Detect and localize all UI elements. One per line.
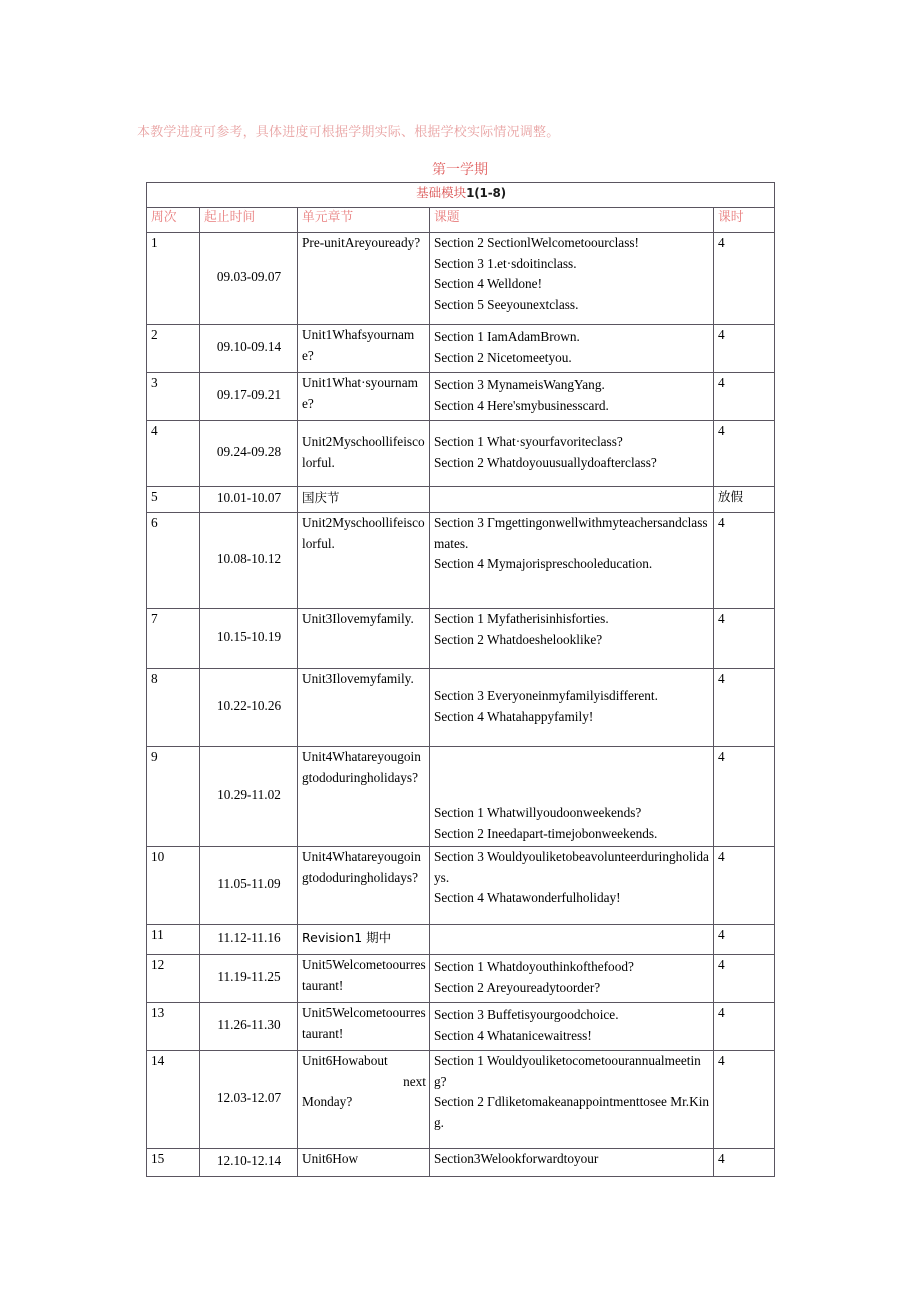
cell-hours: 4 <box>714 747 775 847</box>
header-unit: 单元章节 <box>298 208 430 233</box>
table-row <box>147 1003 775 1051</box>
cell-topic <box>430 325 714 373</box>
cell-unit: Unit2Myschoollifeiscolorful. <box>298 513 430 609</box>
unit-line: Unit6Howabout <box>302 1053 388 1068</box>
column-header-row <box>147 208 775 233</box>
cell-topic <box>430 955 714 1003</box>
topic-line: Section 3 MynameisWangYang. <box>434 377 605 392</box>
cell-hours: 4 <box>714 373 775 421</box>
topic-line: Section 3 Wouldyouliketobeavolunteerduringholidays. <box>434 849 709 885</box>
cell-unit: Revision1 期中 <box>298 925 430 955</box>
topic-line: Section 5 Seeyounextclass. <box>434 296 579 312</box>
cell-unit: Unit4Whatareyougoingtododuringholidays? <box>298 747 430 847</box>
cell-date: 11.26-11.30 <box>200 1003 298 1051</box>
table-row <box>147 747 775 847</box>
table-row <box>147 1051 775 1149</box>
cell-hours: 4 <box>714 233 775 325</box>
cell-week: 12 <box>147 955 200 1003</box>
cell-topic <box>430 1149 714 1177</box>
intro-note: 本教学进度可参考，具体进度可根据学期实际、根据学校实际情况调整。 <box>137 125 560 140</box>
cell-date: 11.12-11.16 <box>200 925 298 955</box>
cell-unit: Unit1What·syourname? <box>298 373 430 421</box>
topic-line: Section 4 Whatawonderfulholiday! <box>434 890 621 905</box>
table-row <box>147 373 775 421</box>
cell-unit: Unit4Whatareyougoingtododuringholidays? <box>298 847 430 925</box>
cell-topic <box>430 609 714 669</box>
topic-line: Section 2 Nicetomeetyou. <box>434 349 572 365</box>
module-banner-number: 1(1-8) <box>466 186 506 200</box>
cell-week: 13 <box>147 1003 200 1051</box>
cell-date: 12.03-12.07 <box>200 1051 298 1149</box>
cell-hours: 4 <box>714 325 775 373</box>
header-hours: 课时 <box>714 208 775 233</box>
topic-line: Section 2 Areyoureadytoorder? <box>434 979 601 995</box>
cell-hours: 放假 <box>714 487 775 513</box>
cell-hours: 4 <box>714 955 775 1003</box>
cell-week: 6 <box>147 513 200 609</box>
cell-hours: 4 <box>714 1003 775 1051</box>
cell-date: 12.10-12.14 <box>200 1149 298 1177</box>
table-row <box>147 609 775 669</box>
cell-topic <box>430 847 714 925</box>
cell-week: 4 <box>147 421 200 487</box>
table-row <box>147 955 775 1003</box>
table-row <box>147 487 775 513</box>
cell-week: 8 <box>147 669 200 747</box>
teaching-schedule-table <box>146 182 775 1177</box>
table-row <box>147 421 775 487</box>
table-row <box>147 1149 775 1177</box>
cell-unit: Unit6How <box>298 1149 430 1177</box>
cell-topic <box>430 747 714 847</box>
topic-line: Section 2 SectionlWelcometoourclass! <box>434 235 639 250</box>
topic-line: Section 1 What·syourfavoriteclass? <box>434 434 623 449</box>
cell-topic <box>430 669 714 747</box>
topic-line: Section 1 Myfatherisinhisforties. <box>434 611 609 626</box>
topic-line: Section 2 Whatdoyouusuallydoafterclass? <box>434 454 657 470</box>
cell-topic <box>430 1051 714 1149</box>
module-banner-label: 基础模块 <box>416 185 467 200</box>
cell-date: 09.24-09.28 <box>200 421 298 487</box>
cell-week: 3 <box>147 373 200 421</box>
cell-unit: Unit3Ilovemyfamily. <box>298 669 430 747</box>
topic-line: Section 1 Whatdoyouthinkofthefood? <box>434 959 634 974</box>
cell-hours: 4 <box>714 925 775 955</box>
module-banner-cell <box>147 183 775 208</box>
topic-line: Section 4 Welldone! <box>434 276 542 291</box>
unit-line: next <box>403 1073 426 1089</box>
cell-week: 14 <box>147 1051 200 1149</box>
cell-hours: 4 <box>714 609 775 669</box>
topic-line: Section 4 Whatanicewaitress! <box>434 1027 592 1043</box>
cell-week: 10 <box>147 847 200 925</box>
topic-line: Section 2 Γdliketomakeanappointmenttosee Mr.King. <box>434 1094 710 1130</box>
cell-week: 7 <box>147 609 200 669</box>
cell-unit: 国庆节 <box>298 487 430 513</box>
topic-line: Section 1 Whatwillyoudoonweekends? <box>434 805 642 820</box>
cell-date: 11.05-11.09 <box>200 847 298 925</box>
topic-line: Section 2 Whatdoeshelooklike? <box>434 631 603 647</box>
cell-unit <box>298 1051 430 1149</box>
topic-line: Section 3 Everyoneinmyfamilyisdifferent. <box>434 688 658 703</box>
cell-topic <box>430 925 714 955</box>
cell-unit: Unit2Myschoollifeiscolorful. <box>298 421 430 487</box>
semester-title: 第一学期 <box>432 162 488 178</box>
cell-unit: Unit5Welcometoourrestaurant! <box>298 955 430 1003</box>
cell-topic <box>430 233 714 325</box>
cell-hours: 4 <box>714 847 775 925</box>
cell-unit: Unit3Ilovemyfamily. <box>298 609 430 669</box>
table-row <box>147 233 775 325</box>
cell-date: 09.17-09.21 <box>200 373 298 421</box>
table-row <box>147 925 775 955</box>
cell-date: 09.03-09.07 <box>200 233 298 325</box>
cell-week: 11 <box>147 925 200 955</box>
cell-topic <box>430 513 714 609</box>
cell-topic <box>430 487 714 513</box>
cell-date: 09.10-09.14 <box>200 325 298 373</box>
module-banner-row <box>147 183 775 208</box>
topic-line: Section 3 1.et·sdoitinclass. <box>434 255 577 271</box>
topic-line: Section 3 Γmgettingonwellwithmyteachersandclassmates. <box>434 515 708 551</box>
cell-week: 1 <box>147 233 200 325</box>
topic-line: Section 4 Mymajorispreschooleducation. <box>434 556 653 571</box>
cell-week: 9 <box>147 747 200 847</box>
unit-line: Monday? <box>302 1094 353 1109</box>
cell-date: 11.19-11.25 <box>200 955 298 1003</box>
cell-date: 10.29-11.02 <box>200 747 298 847</box>
cell-hours: 4 <box>714 1051 775 1149</box>
cell-date: 10.15-10.19 <box>200 609 298 669</box>
topic-line: Section 4 Whatahappyfamily! <box>434 708 594 724</box>
topic-line: Section 3 Buffetisyourgoodchoice. <box>434 1007 619 1022</box>
cell-date: 10.08-10.12 <box>200 513 298 609</box>
cell-unit: Unit1Whafsyourname? <box>298 325 430 373</box>
topic-line: Section3Welookforwardtoyour <box>434 1151 599 1166</box>
cell-week: 5 <box>147 487 200 513</box>
topic-line: Section 1 Wouldyouliketocometoourannualmeeting? <box>434 1053 701 1089</box>
cell-topic <box>430 373 714 421</box>
header-topic: 课题 <box>430 208 714 233</box>
cell-date: 10.01-10.07 <box>200 487 298 513</box>
header-week: 周次 <box>147 208 200 233</box>
cell-hours: 4 <box>714 421 775 487</box>
table-row <box>147 325 775 373</box>
cell-topic <box>430 1003 714 1051</box>
cell-week: 2 <box>147 325 200 373</box>
cell-topic <box>430 421 714 487</box>
topic-line: Section 1 IamAdamBrown. <box>434 329 580 344</box>
table-row <box>147 669 775 747</box>
cell-hours: 4 <box>714 1149 775 1177</box>
cell-hours: 4 <box>714 513 775 609</box>
table-row <box>147 513 775 609</box>
topic-line: Section 2 Ineedapart-timejobonweekends. <box>434 825 658 841</box>
topic-line: Section 4 Here'smybusinesscard. <box>434 397 609 413</box>
cell-unit: Unit5Welcometoourrestaurant! <box>298 1003 430 1051</box>
cell-week: 15 <box>147 1149 200 1177</box>
table-row <box>147 847 775 925</box>
header-date: 起止时间 <box>200 208 298 233</box>
cell-hours: 4 <box>714 669 775 747</box>
cell-date: 10.22-10.26 <box>200 669 298 747</box>
cell-unit: Pre-unitAreyouready? <box>298 233 430 325</box>
